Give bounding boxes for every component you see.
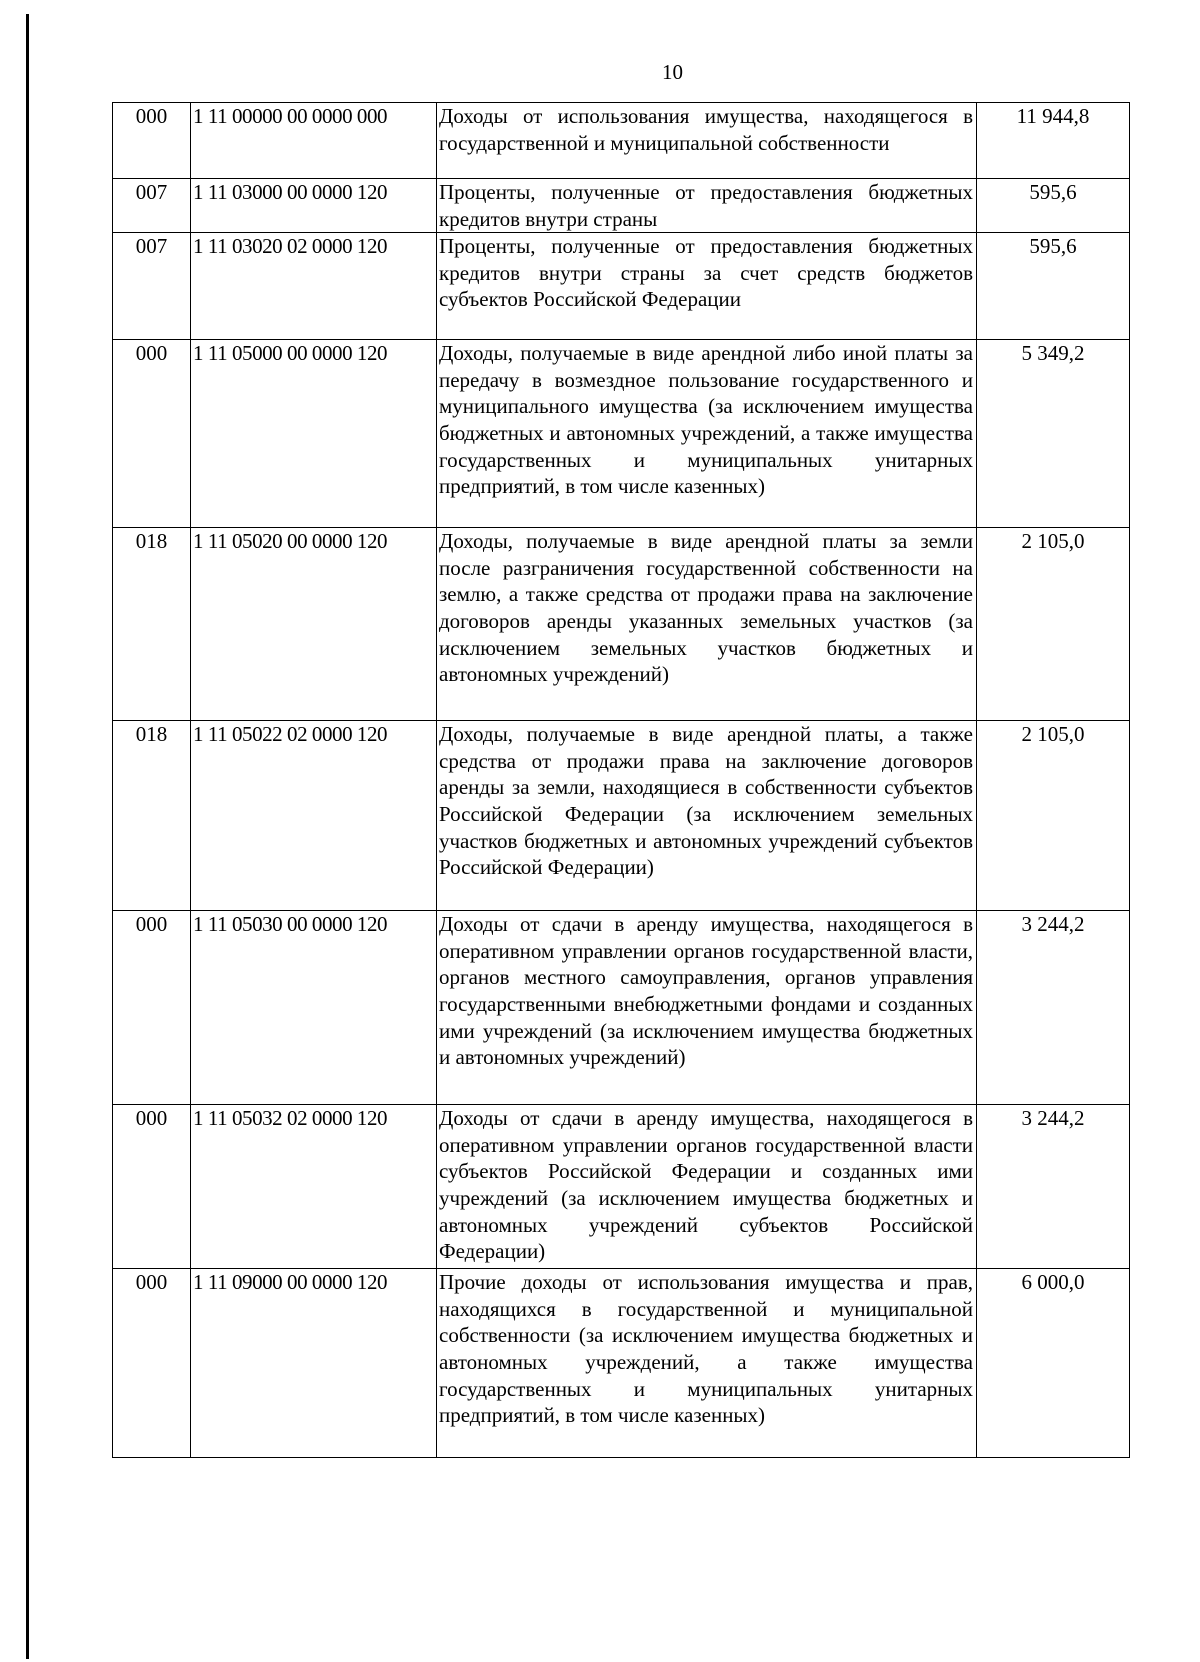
- amount-cell: 595,6: [977, 233, 1130, 340]
- amount-cell: 2 105,0: [977, 721, 1130, 911]
- admin-code-cell: 018: [113, 528, 191, 721]
- amount-cell: 11 944,8: [977, 103, 1130, 179]
- table-row: [113, 340, 1130, 528]
- budget-classification-code-cell: 1 11 05000 00 0000 120: [191, 340, 437, 528]
- admin-code-cell: 018: [113, 721, 191, 911]
- admin-code-cell: 000: [113, 911, 191, 1105]
- amount-cell: 6 000,0: [977, 1269, 1130, 1458]
- budget-classification-code-cell: 1 11 09000 00 0000 120: [191, 1269, 437, 1458]
- revenue-name-cell: Доходы от использования имущества, находящегося в государственной и муниципальной собственности: [437, 103, 977, 179]
- admin-code-cell: 000: [113, 340, 191, 528]
- page-number: 10: [662, 60, 683, 84]
- amount-cell: 595,6: [977, 179, 1130, 233]
- table-row: [113, 179, 1130, 233]
- budget-classification-code-cell: 1 11 03020 02 0000 120: [191, 233, 437, 340]
- revenue-name-cell: Доходы от сдачи в аренду имущества, находящегося в оперативном управлении органов государственной власти субъектов Российской Федерации и созданных ими учреждений (за исключением имущества бюджетных и автономных учреждений субъектов Российской Федерации): [437, 1105, 977, 1269]
- amount-cell: 2 105,0: [977, 528, 1130, 721]
- budget-classification-code-cell: 1 11 05020 00 0000 120: [191, 528, 437, 721]
- budget-classification-code-cell: 1 11 05022 02 0000 120: [191, 721, 437, 911]
- amount-cell: 3 244,2: [977, 1105, 1130, 1269]
- budget-classification-code-cell: 1 11 00000 00 0000 000: [191, 103, 437, 179]
- admin-code-cell: 007: [113, 179, 191, 233]
- table-row: [113, 721, 1130, 911]
- scan-margin-line: [26, 14, 29, 1659]
- revenue-name-cell: Доходы, получаемые в виде арендной платы, а также средства от продажи права на заключение договоров аренды за земли, находящиеся в собственности субъектов Российской Федерации (за исключением земельных участков бюджетных и автономных учреждений субъектов Российской Федерации): [437, 721, 977, 911]
- table-row: [113, 1269, 1130, 1458]
- table-row: [113, 103, 1130, 179]
- budget-classification-code-cell: 1 11 05030 00 0000 120: [191, 911, 437, 1105]
- table-row: [113, 528, 1130, 721]
- admin-code-cell: 000: [113, 1105, 191, 1269]
- revenue-table: [112, 102, 1130, 1458]
- revenue-name-cell: Проценты, полученные от предоставления бюджетных кредитов внутри страны за счет средств бюджетов субъектов Российской Федерации: [437, 233, 977, 340]
- amount-cell: 5 349,2: [977, 340, 1130, 528]
- table-row: [113, 911, 1130, 1105]
- revenue-name-cell: Прочие доходы от использования имущества и прав, находящихся в государственной и муниципальной собственности (за исключением имущества бюджетных и автономных учреждений, а также имущества государственных и муниципальных унитарных предприятий, в том числе казенных): [437, 1269, 977, 1458]
- revenue-name-cell: Проценты, полученные от предоставления бюджетных кредитов внутри страны: [437, 179, 977, 233]
- admin-code-cell: 007: [113, 233, 191, 340]
- budget-classification-code-cell: 1 11 05032 02 0000 120: [191, 1105, 437, 1269]
- revenue-name-cell: Доходы от сдачи в аренду имущества, находящегося в оперативном управлении органов государственной власти, органов местного самоуправления, органов управления государственными внебюджетными фондами и созданных ими учреждений (за исключением имущества бюджетных и автономных учреждений): [437, 911, 977, 1105]
- budget-classification-code-cell: 1 11 03000 00 0000 120: [191, 179, 437, 233]
- admin-code-cell: 000: [113, 103, 191, 179]
- revenue-name-cell: Доходы, получаемые в виде арендной либо иной платы за передачу в возмездное пользование государственного и муниципального имущества (за исключением имущества бюджетных и автономных учреждений, а также имущества государственных и муниципальных унитарных предприятий, в том числе казенных): [437, 340, 977, 528]
- amount-cell: 3 244,2: [977, 911, 1130, 1105]
- admin-code-cell: 000: [113, 1269, 191, 1458]
- revenue-name-cell: Доходы, получаемые в виде арендной платы за земли после разграничения государственной собственности на землю, а также средства от продажи права на заключение договоров аренды указанных земельных участков (за исключением земельных участков бюджетных и автономных учреждений): [437, 528, 977, 721]
- table-row: [113, 233, 1130, 340]
- table-row: [113, 1105, 1130, 1269]
